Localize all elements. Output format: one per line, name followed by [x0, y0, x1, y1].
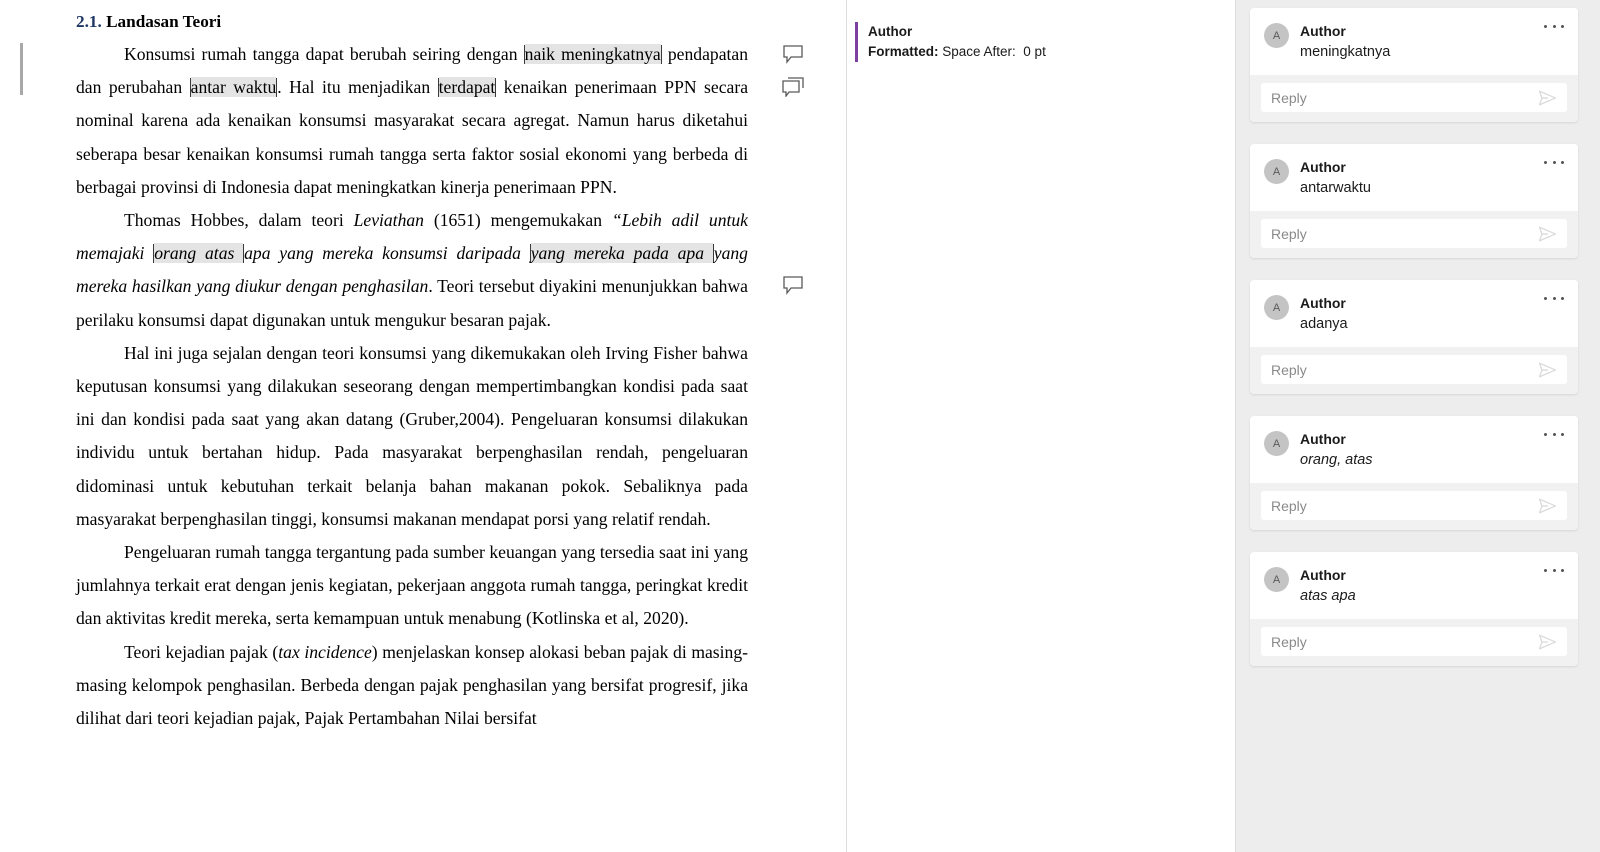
comments-pane[interactable] — [1235, 0, 1600, 852]
avatar: A — [1264, 567, 1289, 592]
revision-value: Space After: 0 pt — [938, 44, 1046, 59]
comment-card[interactable] — [1250, 144, 1578, 258]
text-run: Thomas Hobbes, dalam teori — [124, 210, 354, 231]
revision-author: Author — [868, 24, 913, 39]
page-heading — [76, 8, 748, 36]
reply-input[interactable] — [1261, 627, 1567, 656]
heading-number: 2.1. — [76, 12, 102, 31]
text-run: . Teori tersebut diyakini menunjukkan bahwa perilaku konsumsi dapat digunakan untuk mengukur besaran pajak. — [76, 276, 748, 330]
comment-more-options-icon[interactable] — [1541, 290, 1567, 306]
comment-main[interactable] — [1250, 552, 1578, 619]
comment-author: Author — [1300, 295, 1346, 311]
text-run: Pengeluaran rumah tangga tergantung pada sumber keuangan yang tersedia saat ini yang jumlahnya terkait erat dengan jenis kegiatan, pekerjaan anggota rumah tangga, peringkat kredit dan aktivitas kredit mereka, serta kemampuan untuk menabung (Kotlinska et al, 2020). — [76, 542, 748, 629]
comment-balloon-stacked-icon[interactable] — [782, 77, 804, 97]
commented-text-run[interactable]: antar waktu — [190, 77, 277, 98]
paragraph-1[interactable] — [76, 38, 748, 204]
comment-text-column — [1300, 158, 1564, 199]
comment-more-options-icon[interactable] — [1541, 562, 1567, 578]
paragraph-2[interactable] — [76, 204, 748, 337]
reply-row — [1250, 211, 1578, 258]
comment-card[interactable] — [1250, 8, 1578, 122]
avatar: A — [1264, 23, 1289, 48]
avatar: A — [1264, 431, 1289, 456]
comment-body: meningkatnya — [1300, 44, 1391, 60]
text-run: tax incidence — [278, 641, 372, 662]
reply-placeholder: Reply — [1271, 225, 1307, 242]
text-run: Teori kejadian pajak ( — [124, 641, 279, 662]
change-bar — [20, 43, 23, 95]
document-body[interactable] — [76, 8, 748, 735]
revision-entry-formatted[interactable] — [855, 22, 1215, 62]
text-run: Konsumsi rumah tangga dapat berubah seiring dengan — [124, 44, 524, 64]
revision-label: Formatted: — [868, 44, 939, 59]
reply-placeholder: Reply — [1271, 633, 1307, 650]
reply-row — [1250, 483, 1578, 530]
text-run: apa yang mereka konsumsi daripada — [244, 243, 530, 264]
reply-placeholder: Reply — [1271, 497, 1307, 514]
comment-main[interactable] — [1250, 280, 1578, 347]
text-run: kenaikan penerimaan PPN secara nominal karena ada kenaikan konsumsi masyarakat secara agregat. Namun harus diketahui seberapa besar kenaikan konsumsi rumah tangga serta faktor sosial ekonomi yang berbeda di berbagai provinsi di Indonesia dapat meningkatkan kinerja penerimaan PPN. — [76, 77, 749, 197]
paragraph-4[interactable] — [76, 536, 748, 636]
markup-pane — [847, 0, 1235, 852]
text-run: pendapatan dan perubahan — [76, 44, 748, 98]
comment-more-options-icon[interactable] — [1541, 154, 1567, 170]
comment-more-options-icon[interactable] — [1541, 18, 1567, 34]
send-icon[interactable] — [1538, 226, 1557, 242]
reply-placeholder: Reply — [1271, 361, 1307, 378]
text-run: (1651) mengemukakan — [423, 210, 612, 231]
avatar: A — [1264, 295, 1289, 320]
comment-text-column — [1300, 430, 1564, 471]
reply-input[interactable] — [1261, 219, 1567, 248]
comment-balloon-single-icon[interactable] — [782, 44, 804, 64]
comment-main[interactable] — [1250, 144, 1578, 211]
text-run: Leviathan — [353, 210, 424, 231]
commented-text-run[interactable]: naik meningkatnya — [524, 44, 661, 64]
reply-row — [1250, 619, 1578, 666]
reply-row — [1250, 347, 1578, 394]
revision-description — [868, 42, 1215, 62]
comment-author: Author — [1300, 23, 1346, 39]
comment-body: orang, atas — [1300, 452, 1373, 468]
text-run: ) menjelaskan konsep alokasi beban pajak di masing-masing kelompok penghasilan. Berbeda dengan pajak penghasilan yang bersifat progresif, jika dilihat dari teori kejadian pajak, Pajak Pertambahan Nilai bersifat — [76, 641, 748, 729]
heading-title: Landasan Teori — [106, 12, 222, 31]
reply-input[interactable] — [1261, 491, 1567, 520]
reply-placeholder: Reply — [1271, 89, 1307, 106]
comment-text-column — [1300, 566, 1564, 607]
paragraph-3[interactable] — [76, 337, 748, 536]
comment-body: antarwaktu — [1300, 180, 1371, 196]
text-run: . Hal itu menjadikan — [277, 77, 438, 98]
comment-main[interactable] — [1250, 8, 1578, 75]
comment-balloon-single-icon-2[interactable] — [782, 275, 804, 295]
comment-main[interactable] — [1250, 416, 1578, 483]
comment-card[interactable] — [1250, 552, 1578, 666]
reply-input[interactable] — [1261, 355, 1567, 384]
text-run: yang mereka hasilkan yang diukur dengan penghasilan — [76, 243, 748, 297]
send-icon[interactable] — [1538, 634, 1557, 650]
commented-text-run[interactable]: orang atas — [154, 243, 244, 264]
send-icon[interactable] — [1538, 498, 1557, 514]
text-run: “Lebih adil untuk memajaki — [76, 210, 748, 264]
comment-author: Author — [1300, 567, 1346, 583]
comment-text-column — [1300, 22, 1564, 63]
comment-more-options-icon[interactable] — [1541, 426, 1567, 442]
commented-text-run[interactable]: yang mereka pada apa — [530, 243, 713, 264]
comment-author: Author — [1300, 431, 1346, 447]
reply-input[interactable] — [1261, 83, 1567, 112]
avatar: A — [1264, 159, 1289, 184]
comment-body: atas apa — [1300, 588, 1356, 604]
commented-text-run[interactable]: terdapat — [438, 77, 496, 98]
comment-author: Author — [1300, 159, 1346, 175]
send-icon[interactable] — [1538, 90, 1557, 106]
comment-card[interactable] — [1250, 416, 1578, 530]
send-icon[interactable] — [1538, 362, 1557, 378]
paragraph-5[interactable] — [76, 636, 748, 736]
comment-text-column — [1300, 294, 1564, 335]
comment-card[interactable] — [1250, 280, 1578, 394]
reply-row — [1250, 75, 1578, 122]
comment-body: adanya — [1300, 316, 1348, 332]
text-run: Hal ini juga sejalan dengan teori konsumsi yang dikemukakan oleh Irving Fisher bahwa keputusan konsumsi yang dilakukan seseorang dengan mempertimbangkan kondisi pada saat ini dan kondisi pada saat yang akan datang (Gruber,2004). Pengeluaran konsumsi dilakukan individu untuk bertahan hidup. Pada masyarakat berpenghasilan rendah, pengeluaran didominasi untuk kebutuhan terkait belanja bahan makanan pokok. Sebaliknya pada masyarakat berpenghasilan tinggi, konsumsi makanan mendapat porsi yang relatif rendah. — [76, 342, 748, 529]
